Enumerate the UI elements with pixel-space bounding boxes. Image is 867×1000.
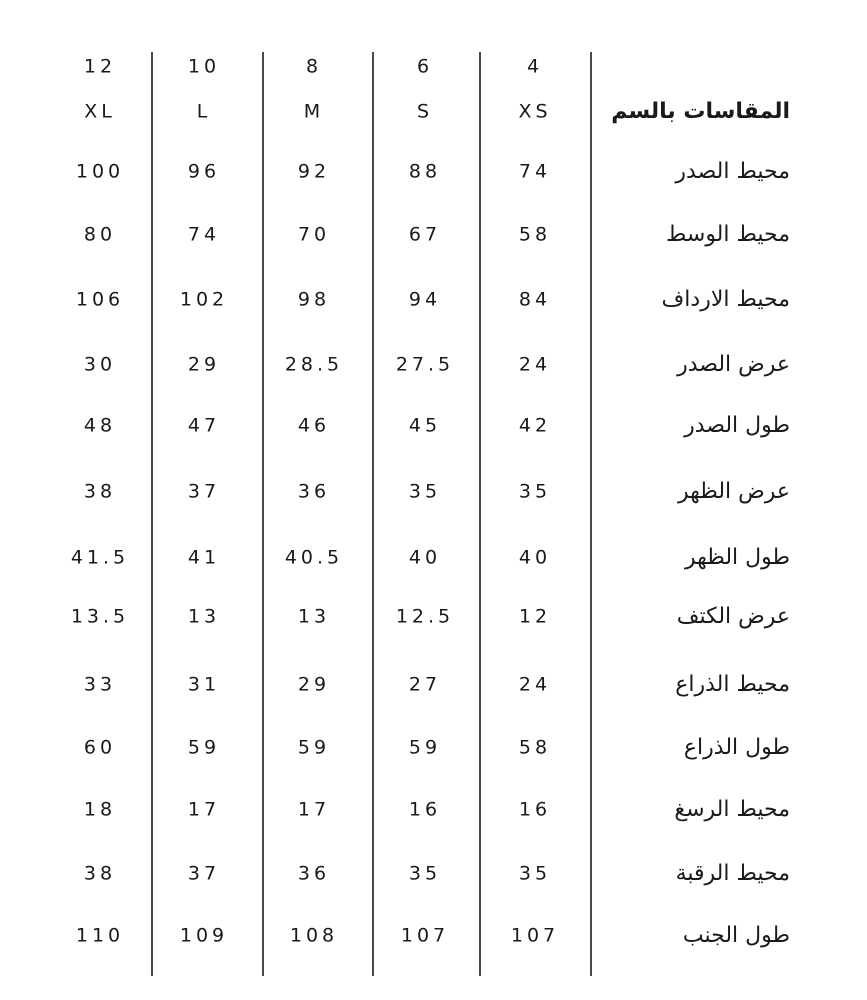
table-cell: 47 (187, 414, 221, 437)
table-cell: 58 (518, 223, 552, 246)
table-cell: 12 (518, 605, 552, 628)
table-cell: 35 (408, 862, 442, 885)
row-label: عرض الصدر (677, 352, 790, 377)
table-cell: 35 (408, 480, 442, 503)
table-cell: 110 (75, 924, 125, 947)
table-cell: 27.5 (395, 353, 455, 376)
row-label: محيط الوسط (666, 222, 790, 247)
table-cell: 98 (297, 288, 331, 311)
size-number-xl: 12 (83, 55, 117, 78)
size-letter-xs: XS (518, 100, 552, 123)
table-cell: 46 (297, 414, 331, 437)
table-cell: 40.5 (284, 546, 344, 569)
size-letter-s: S (416, 100, 434, 123)
size-letter-xl: XL (84, 100, 116, 123)
table-cell: 45 (408, 414, 442, 437)
row-label: محيط الرقبة (675, 861, 790, 886)
table-cell: 41.5 (70, 546, 130, 569)
size-letter-m: M (303, 100, 325, 123)
table-cell: 48 (83, 414, 117, 437)
table-cell: 60 (83, 736, 117, 759)
table-cell: 37 (187, 862, 221, 885)
table-cell: 36 (297, 862, 331, 885)
table-cell: 30 (83, 353, 117, 376)
table-cell: 35 (518, 480, 552, 503)
table-cell: 29 (297, 673, 331, 696)
table-cell: 88 (408, 160, 442, 183)
row-label: محيط الرسغ (674, 797, 790, 822)
size-number-xs: 4 (526, 55, 544, 78)
table-cell: 40 (518, 546, 552, 569)
column-divider (151, 52, 153, 976)
table-cell: 58 (518, 736, 552, 759)
column-divider (262, 52, 264, 976)
row-label: طول الصدر (684, 413, 790, 438)
table-cell: 38 (83, 862, 117, 885)
table-cell: 96 (187, 160, 221, 183)
size-letter-l: L (196, 100, 212, 123)
row-label: عرض الكتف (676, 604, 790, 629)
table-cell: 70 (297, 223, 331, 246)
row-label: طول الذراع (683, 735, 790, 760)
row-label: محيط الارداف (661, 287, 790, 312)
size-number-l: 10 (187, 55, 221, 78)
table-cell: 59 (297, 736, 331, 759)
table-cell: 24 (518, 673, 552, 696)
table-cell: 17 (187, 798, 221, 821)
table-cell: 92 (297, 160, 331, 183)
table-cell: 35 (518, 862, 552, 885)
table-cell: 40 (408, 546, 442, 569)
column-divider (372, 52, 374, 976)
size-number-s: 6 (416, 55, 434, 78)
table-cell: 107 (510, 924, 560, 947)
table-cell: 13 (297, 605, 331, 628)
table-cell: 33 (83, 673, 117, 696)
table-cell: 17 (297, 798, 331, 821)
table-cell: 109 (179, 924, 229, 947)
table-cell: 100 (75, 160, 125, 183)
table-cell: 31 (187, 673, 221, 696)
table-cell: 107 (400, 924, 450, 947)
table-cell: 59 (187, 736, 221, 759)
table-cell: 16 (518, 798, 552, 821)
table-cell: 38 (83, 480, 117, 503)
table-cell: 94 (408, 288, 442, 311)
table-cell: 13 (187, 605, 221, 628)
table-cell: 29 (187, 353, 221, 376)
row-label: طول الظهر (685, 545, 790, 570)
row-label: عرض الظهر (678, 479, 790, 504)
table-cell: 24 (518, 353, 552, 376)
table-cell: 42 (518, 414, 552, 437)
table-cell: 74 (518, 160, 552, 183)
table-cell: 16 (408, 798, 442, 821)
table-cell: 13.5 (70, 605, 130, 628)
table-cell: 37 (187, 480, 221, 503)
column-divider (590, 52, 592, 976)
header-label: المقاسات بالسم (611, 99, 790, 124)
table-cell: 102 (179, 288, 229, 311)
row-label: محيط الصدر (675, 159, 790, 184)
table-cell: 59 (408, 736, 442, 759)
table-cell: 67 (408, 223, 442, 246)
table-cell: 80 (83, 223, 117, 246)
table-cell: 28.5 (284, 353, 344, 376)
table-cell: 12.5 (395, 605, 455, 628)
row-label: محيط الذراع (675, 672, 790, 697)
table-cell: 106 (75, 288, 125, 311)
table-cell: 108 (289, 924, 339, 947)
row-label: طول الجنب (682, 923, 790, 948)
table-cell: 18 (83, 798, 117, 821)
column-divider (479, 52, 481, 976)
table-cell: 41 (187, 546, 221, 569)
table-cell: 27 (408, 673, 442, 696)
table-cell: 74 (187, 223, 221, 246)
size-number-m: 8 (305, 55, 323, 78)
table-cell: 84 (518, 288, 552, 311)
table-cell: 36 (297, 480, 331, 503)
